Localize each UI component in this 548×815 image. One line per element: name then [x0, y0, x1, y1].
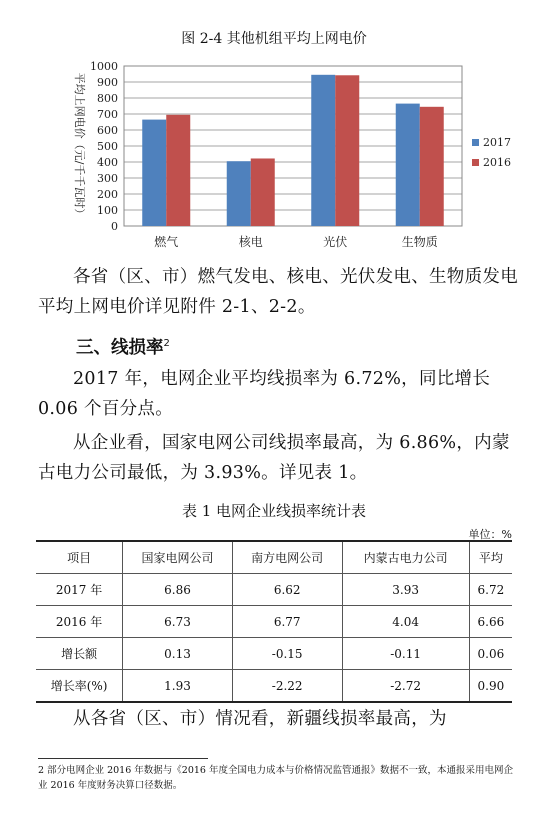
- table-cell: 增长额: [36, 638, 123, 670]
- bar-2017-光伏: [311, 75, 335, 226]
- table-cell: 0.90: [469, 670, 512, 703]
- y-tick-label: 500: [97, 140, 118, 153]
- y-tick-label: 900: [97, 76, 118, 89]
- table-cell: 6.86: [123, 574, 233, 606]
- table-cell: -2.72: [342, 670, 469, 703]
- table-cell: 6.62: [232, 574, 342, 606]
- bar-2016-燃气: [166, 115, 190, 226]
- y-tick-label: 100: [97, 204, 118, 217]
- table-cell: -2.22: [232, 670, 342, 703]
- footnote: 2 部分电网企业 2016 年数据与《2016 年度全国电力成本与价格情况监管通报》数据不一致，本通报采用电网企业 2016 年度财务决算口径数据。: [38, 765, 513, 791]
- table-row: [36, 638, 512, 670]
- paragraph-provinces: 从各省（区、市）情况看，新疆线损率最高，为: [73, 709, 447, 729]
- footnote-marker: 2: [163, 338, 170, 350]
- bar-2016-核电: [251, 158, 275, 226]
- header-cell: 项目: [36, 541, 123, 574]
- bar-2016-生物质: [420, 107, 444, 226]
- table-cell: 3.93: [342, 574, 469, 606]
- table-cell: 2016 年: [36, 606, 123, 638]
- header-cell: 南方电网公司: [232, 541, 342, 574]
- table-cell: 2017 年: [36, 574, 123, 606]
- y-tick-label: 0: [111, 220, 118, 233]
- bar-2017-生物质: [396, 104, 420, 226]
- table-cell: 6.73: [123, 606, 233, 638]
- header-cell: 国家电网公司: [123, 541, 233, 574]
- y-tick-label: 1000: [90, 60, 118, 73]
- table-cell: 6.66: [469, 606, 512, 638]
- paragraph-line-loss: 2017 年，电网企业平均线损率为 6.72%，同比增长 0.06 个百分点。: [38, 369, 491, 419]
- y-tick-label: 300: [97, 172, 118, 185]
- table-cell: -0.15: [232, 638, 342, 670]
- table-row: [36, 606, 512, 638]
- table-cell: 增长率(%): [36, 670, 123, 703]
- legend-label: 2016: [483, 156, 511, 169]
- legend-label: 2017: [483, 136, 511, 149]
- bar-2016-光伏: [335, 75, 359, 226]
- header-cell: 内蒙古电力公司: [342, 541, 469, 574]
- table-header-row: [36, 541, 512, 574]
- x-tick-label: 燃气: [154, 235, 179, 249]
- table-cell: 1.93: [123, 670, 233, 703]
- line-loss-table: [36, 540, 512, 703]
- y-tick-label: 700: [97, 108, 118, 121]
- bar-2017-燃气: [142, 120, 166, 226]
- section-heading: [76, 334, 170, 359]
- table-cell: 0.13: [123, 638, 233, 670]
- header-cell: 平均: [469, 541, 512, 574]
- paragraph-enterprise: 从企业看，国家电网公司线损率最高，为 6.86%，内蒙古电力公司最低，为 3.93%。详见表 1。: [38, 433, 510, 483]
- legend-swatch: [472, 159, 479, 166]
- table-cell: 0.06: [469, 638, 512, 670]
- table-cell: -0.11: [342, 638, 469, 670]
- y-tick-label: 400: [97, 156, 118, 169]
- footnote-divider: [38, 758, 208, 759]
- x-tick-label: 核电: [238, 235, 263, 249]
- y-tick-label: 600: [97, 124, 118, 137]
- chart-title: 图 2-4 其他机组平均上网电价: [181, 31, 367, 47]
- bar-2017-核电: [227, 161, 251, 226]
- y-tick-label: 200: [97, 188, 118, 201]
- y-axis-label: 平均上网电价（元/千千瓦时）: [73, 72, 86, 220]
- table-unit: 单位：%: [468, 528, 512, 541]
- x-tick-label: 生物质: [401, 235, 438, 249]
- section-heading-text: 三、线损率: [76, 338, 164, 358]
- table-row: [36, 574, 512, 606]
- table-cell: 6.72: [469, 574, 512, 606]
- paragraph-attachments: 各省（区、市）燃气发电、核电、光伏发电、生物质发电平均上网电价详见附件 2-1、2-2。: [38, 267, 518, 317]
- table-row: [36, 670, 512, 703]
- y-tick-label: 800: [97, 92, 118, 105]
- legend-swatch: [472, 139, 479, 146]
- bar-chart: [0, 50, 548, 260]
- table-cell: 4.04: [342, 606, 469, 638]
- table-title: 表 1 电网企业线损率统计表: [181, 502, 367, 520]
- table-cell: 6.77: [232, 606, 342, 638]
- x-tick-label: 光伏: [323, 235, 348, 249]
